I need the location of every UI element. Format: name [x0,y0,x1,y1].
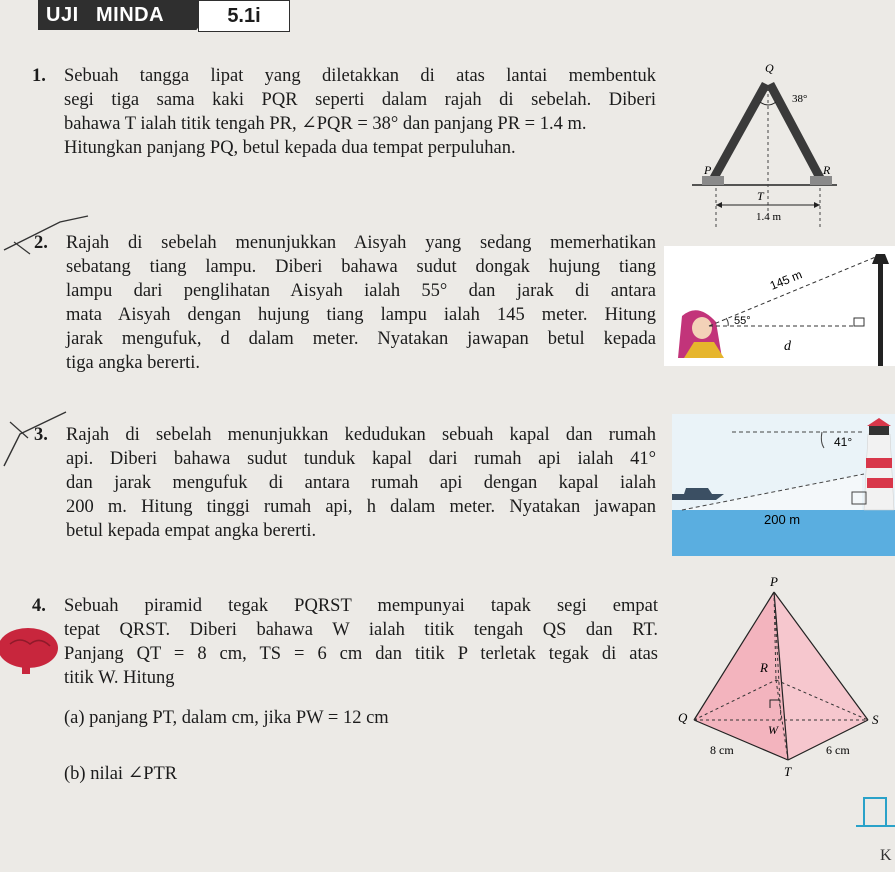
aisyah-face [692,317,712,339]
lighthouse-stripe [867,478,893,488]
question-line: Sebuah tangga lipat yang diletakkan di atas lantai membentuk [64,66,656,86]
corner-box [864,798,886,826]
arrow-head-right [814,202,820,208]
question-number: 2. [34,233,48,253]
question-line: tepat QRST. Diberi bahawa W ialah titik tengah QS dan RT. [64,620,658,640]
question-line: Rajah di sebelah menunjukkan kedudukan sebuah kapal dan rumah [66,425,656,445]
label-base: 200 m [764,512,801,527]
question-line: jarak mengufuk, d dalam meter. Nyatakan jawapan betul kepada [66,329,656,349]
question-line: Panjang QT = 8 cm, TS = 6 cm dan titik P terletak tegak di atas [64,644,658,664]
question-number: 3. [34,425,48,445]
question-3 [34,423,656,543]
label-angle: 41° [834,435,853,449]
label-ts: 6 cm [826,743,850,757]
tag-uji: UJI [46,4,79,26]
label-p: P [704,163,712,177]
lighthouse-figure [672,414,895,556]
section-tag [38,0,266,30]
label-angle: 55° [734,315,751,327]
question-number: 4. [32,596,46,616]
arrow-head-left [716,202,722,208]
question-part: (b) nilai ∠PTR [64,764,178,784]
corner-decoration [850,790,895,872]
question-2 [34,231,656,375]
question-line: titik W. Hitung [64,668,175,688]
foot-left [702,176,724,185]
question-line: betul kepada empat angka bererti. [66,521,317,541]
question-line: 200 m. Hitung tinggi rumah api, h dalam meter. Nyatakan jawapan [66,497,656,517]
label-t: T [784,764,792,779]
ladder-left-leg [710,82,770,176]
lighthouse-lamp [869,426,889,435]
lamp-pole [878,262,883,366]
question-4-part-a [64,706,658,730]
question-line: segi tiga sama kaki PQR seperti dalam rajah di sebelah. Diberi [64,90,656,110]
section-number: 5.1i [198,0,290,32]
label-p: P [770,576,778,589]
label-qt: 8 cm [710,743,734,757]
question-4-part-b [64,762,658,786]
question-line: sebatang tiang lampu. Diberi bahawa sudut dongak hujung tiang [66,257,656,277]
tag-minda: MINDA [96,4,165,26]
label-r: R [760,660,768,675]
pyramid-figure [672,576,882,788]
label-angle: 38° [792,93,808,105]
pyramid-face-front-right [774,592,868,760]
label-r: R [823,163,831,177]
question-line: dan jarak mengufuk di antara rumah api dengan kapal ialah [66,473,656,493]
foot-right [810,176,832,185]
question-number: 1. [32,66,46,86]
label-base: 1.4 m [756,211,782,223]
question-line: Sebuah piramid tegak PQRST mempunyai tapak segi empat [64,596,658,616]
question-line: Rajah di sebelah menunjukkan Aisyah yang sedang memerhatikan [66,233,656,253]
label-hyp: 145 m [767,267,805,293]
lamp-post-figure [664,246,895,366]
label-t: T [757,189,764,203]
ladder-figure [672,58,852,230]
question-part: (a) panjang PT, dalam cm, jika PW = 12 cm [64,708,389,728]
question-line: Hitungkan panjang PQ, betul kepada dua tempat perpuluhan. [64,138,516,158]
label-s: S [872,712,879,727]
question-line: bahawa T ialah titik tengah PR, ∠PQR = 38° dan panjang PR = 1.4 m. [64,114,587,134]
corner-letter: K [880,847,892,864]
question-line: api. Diberi bahawa sudut tunduk kapal dari rumah api ialah 41° [66,449,656,469]
question-line: mata Aisyah dengan hujung tiang lampu ialah 145 meter. Hitung [66,305,656,325]
label-q: Q [765,61,774,75]
label-w: W [768,723,778,737]
lighthouse-stripe [866,458,892,468]
question-4 [32,594,658,690]
brain-icon [0,624,64,676]
question-1 [32,64,656,160]
label-q: Q [678,710,688,725]
lighthouse-body [864,434,894,510]
question-line: tiga angka bererti. [66,353,201,373]
label-d: d [784,339,791,354]
question-line: lampu dari penglihatan Aisyah ialah 55° dan jarak di antara [66,281,656,301]
